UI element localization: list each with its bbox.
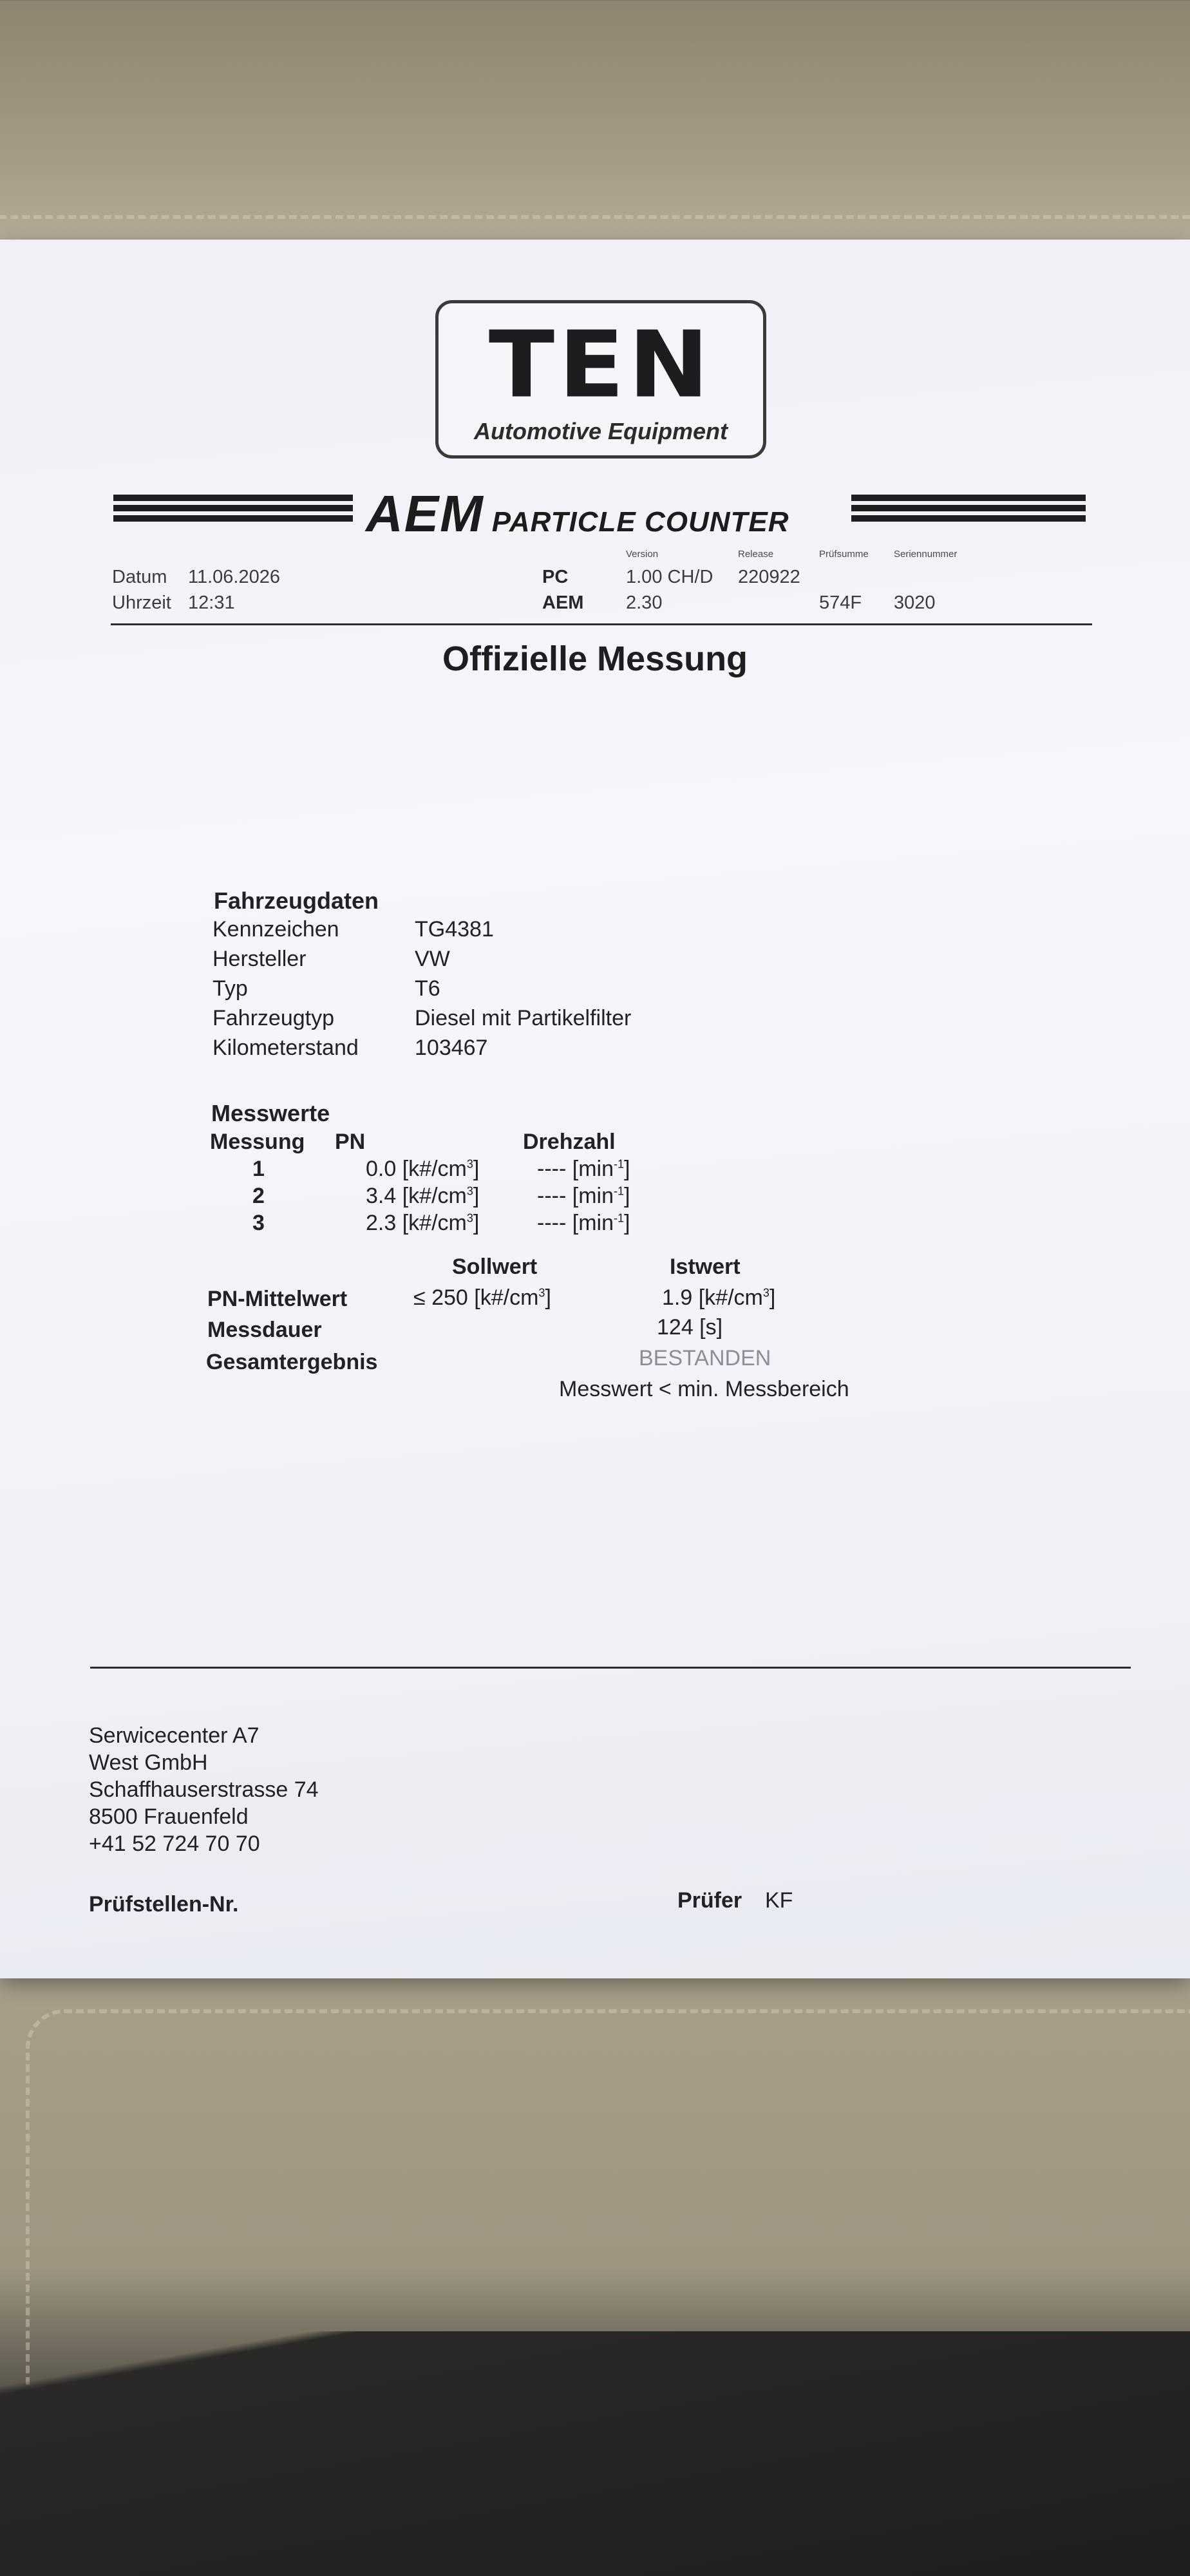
pc-release: 220922 <box>738 567 800 587</box>
col-header-version: Version <box>626 549 659 560</box>
measurement-rpm: ---- $[\min^{-1}]$ <box>537 1157 630 1181</box>
vehicle-label: Kilometerstand <box>212 1036 359 1060</box>
address-line: +41 52 724 70 70 <box>89 1832 260 1856</box>
istwert-header: Istwert <box>670 1255 741 1279</box>
inspector-value: KF <box>765 1888 793 1913</box>
col-header-checksum: Prüfsumme <box>819 549 869 560</box>
uhrzeit-value: 12:31 <box>188 592 235 613</box>
aem-version: 2.30 <box>626 592 663 613</box>
vehicle-label: Kennzeichen <box>212 917 339 942</box>
measurement-number: 3 <box>252 1211 265 1235</box>
overall-label: Gesamtergebnis <box>206 1350 378 1374</box>
pn-mean-target: ≤ 250 $[k\#/cm^3]$ <box>413 1285 551 1310</box>
col-measurement: Messung <box>210 1130 305 1154</box>
footer-divider <box>90 1667 1131 1669</box>
station-number-label: Prüfstellen-Nr. <box>89 1892 239 1917</box>
measurement-pn: 2.3 $[k\#/cm^3]$ <box>366 1211 480 1235</box>
vehicle-label: Typ <box>212 976 248 1001</box>
aem-serial: 3020 <box>894 592 936 613</box>
vehicle-label: Fahrzeugtyp <box>212 1006 334 1030</box>
address-line: Schaffhauserstrasse 74 <box>89 1777 319 1802</box>
duration-value: 124 [s] <box>657 1315 723 1340</box>
document-title: Offizielle Messung <box>442 639 748 678</box>
datum-label: Datum <box>112 567 167 587</box>
col-rpm: Drehzahl <box>523 1130 616 1154</box>
logo-tagline: Automotive Equipment <box>474 418 728 444</box>
seat-leather-edge <box>0 2331 1190 2576</box>
vehicle-value: T6 <box>415 976 440 1001</box>
inspector-label: Prüfer <box>677 1888 742 1913</box>
seat-stitching-top <box>0 0 1190 219</box>
measurement-pn: 3.4 $[k\#/cm^3]$ <box>366 1184 480 1208</box>
pc-version: 1.00 CH/D <box>626 567 713 587</box>
banner-bars-right <box>851 495 1086 533</box>
aem-label: AEM <box>542 592 584 613</box>
aem-banner-subtitle: PARTICLE COUNTER <box>491 506 789 538</box>
aem-banner-brand: AEM <box>366 485 484 542</box>
pn-mean-actual: 1.9 $[k\#/cm^3]$ <box>662 1285 776 1310</box>
measurements-heading: Messwerte <box>211 1100 330 1126</box>
measurement-number: 2 <box>252 1184 265 1208</box>
ten-logo <box>435 300 766 459</box>
vehicle-value: TG4381 <box>415 917 494 942</box>
vehicle-heading: Fahrzeugdaten <box>214 887 379 914</box>
logo-brand: TEN <box>488 312 713 419</box>
sollwert-header: Sollwert <box>452 1255 538 1279</box>
measurement-pn: 0.0 $[k\#/cm^3]$ <box>366 1157 480 1181</box>
measurement-rpm: ---- $[\min^{-1}]$ <box>537 1211 630 1235</box>
aem-banner <box>366 484 842 544</box>
address-line: 8500 Frauenfeld <box>89 1804 249 1829</box>
col-header-release: Release <box>738 549 774 560</box>
header-divider <box>111 623 1092 625</box>
pc-label: PC <box>542 567 569 587</box>
vehicle-value: Diesel mit Partikelfilter <box>415 1006 632 1030</box>
result-note: Messwert < min. Messbereich <box>559 1377 849 1401</box>
col-header-serial: Seriennummer <box>894 549 958 560</box>
vehicle-value: VW <box>415 947 450 971</box>
address-line: West GmbH <box>89 1750 208 1775</box>
measurement-report-sheet <box>0 240 1190 1978</box>
vehicle-label: Hersteller <box>212 947 307 971</box>
duration-label: Messdauer <box>207 1318 322 1342</box>
address-line: Serwicecenter A7 <box>89 1723 260 1748</box>
banner-bars-left <box>113 495 353 533</box>
vehicle-value: 103467 <box>415 1036 488 1060</box>
col-pn: PN <box>335 1130 366 1154</box>
measurement-rpm: ---- $[\min^{-1}]$ <box>537 1184 630 1208</box>
aem-checksum: 574F <box>819 592 862 613</box>
pn-mean-label: PN-Mittelwert <box>207 1287 348 1311</box>
measurement-number: 1 <box>252 1157 265 1181</box>
uhrzeit-label: Uhrzeit <box>112 592 171 613</box>
overall-status: BESTANDEN <box>639 1346 771 1370</box>
datum-value: 11.06.2026 <box>188 567 280 587</box>
